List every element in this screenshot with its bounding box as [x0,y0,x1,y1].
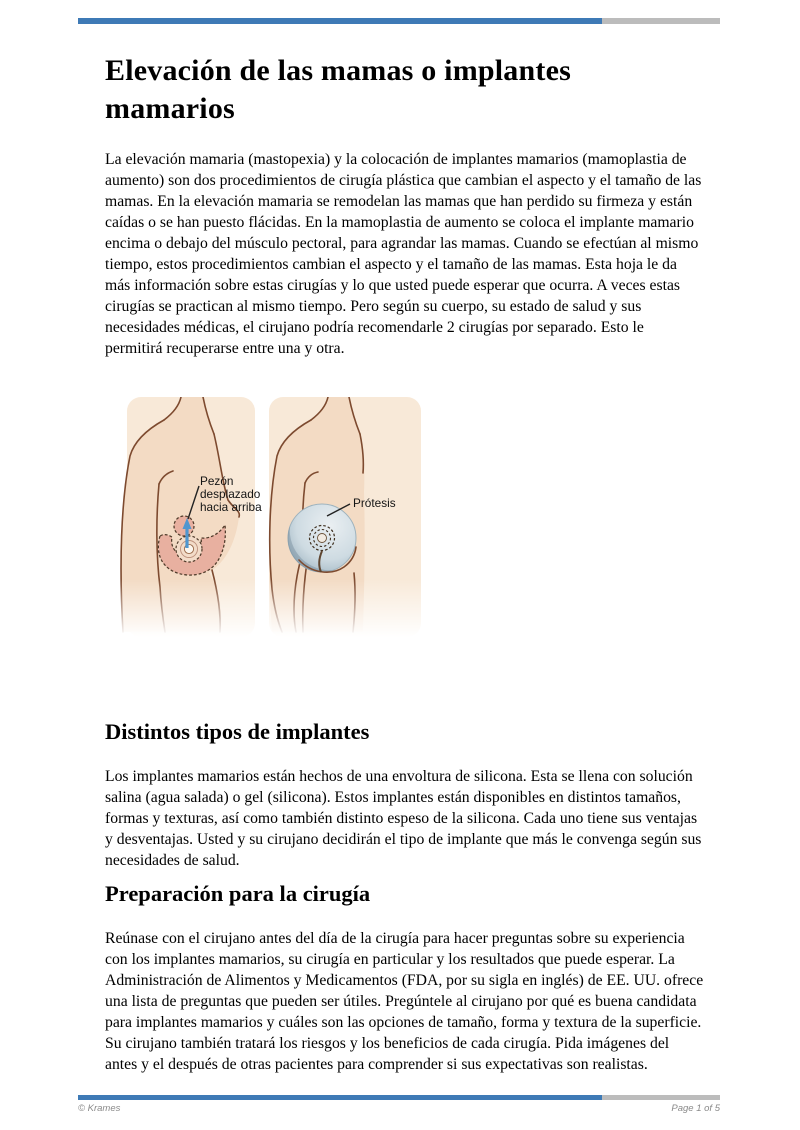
section-body-preparation: Reúnase con el cirujano antes del día de la cirugía para hacer preguntas sobre su experiencia con los implantes mamarios, su cirugía en particular y los resultados que puede esperar. La Administración de Alimentos y Medicamentos (FDA, por su sigla en inglés) de EE. UU. ofrece una lista de preguntas que pueden ser útiles. Pregúntele al cirujano por qué es buena candidata para implantes mamarios y cuáles son las opciones de tamaño, forma y textura de la superficie. Su cirujano también tratará los riesgos y los beneficios de cada cirugía. Pida imágenes del antes y el después de otras pacientes para comprender si sus expectativas son realistas. [105,930,704,1073]
figure-label-lift-line-1: Pezón [200,474,234,488]
intro-paragraph: La elevación mamaria (mastopexia) y la colocación de implantes mamarios (mamoplastia de aumento) son dos procedimientos de cirugía plástica que cambian el aspecto y el tamaño de las mamas. En la elevación mamaria se remodelan las mamas que han perdido su firmeza y están caídas o se han puesto flácidas. En la mamoplastia de aumento se coloca el implante mamario encima o debajo del músculo pectoral, para agrandar las mamas. Cuando se efectúan al mismo tiempo, estos procedimientos cambian el aspecto y el tamaño de las mamas. Esta hoja le da más información sobre estas cirugías y lo que usted puede esperar que ocurra. A veces estas cirugías se practican al mismo tiempo. Pero según su cuerpo, su estado de salud y sus necesidades médicas, el cirujano podría recomendarle 2 cirugías por separado. Esto le permitirá recuperarse entre una y otra. [105,151,702,357]
figure-label-lift-line-2: desplazado [200,487,261,501]
footer-rule [78,1095,720,1100]
page-footer [78,1103,720,1114]
document-content [105,0,705,1075]
figure-bottom-fade [103,579,433,637]
footer-copyright: © Krames [78,1103,121,1114]
figure-breast-illustration [103,397,433,637]
figure-label-lift-line-3: hacia arriba [200,500,262,514]
footer-page-number: Page 1 of 5 [671,1103,720,1114]
section-heading-implant-types: Distintos tipos de implantes [105,719,370,744]
section-body-implant-types: Los implantes mamarios están hechos de una envoltura de silicona. Esta se llena con solución salina (agua salada) o gel (silicona). Estos implantes están disponibles en distintos tamaños, formas y texturas, así como también distinto espeso de la silicona. Cada uno tiene sus ventajas y desventajas. Usted y su cirujano decidirán el tipo de implante que más le convenga según sus necesidades de salud. [105,768,702,869]
footer-rule-blue-segment [78,1095,602,1100]
section-heading-preparation: Preparación para la cirugía [105,881,371,906]
figure-label-implant: Prótesis [353,496,396,510]
breast-surgery-diagram [103,397,433,637]
page-title: Elevación de las mamas o implantes mamarios [105,54,571,125]
nipple-right [318,534,327,543]
